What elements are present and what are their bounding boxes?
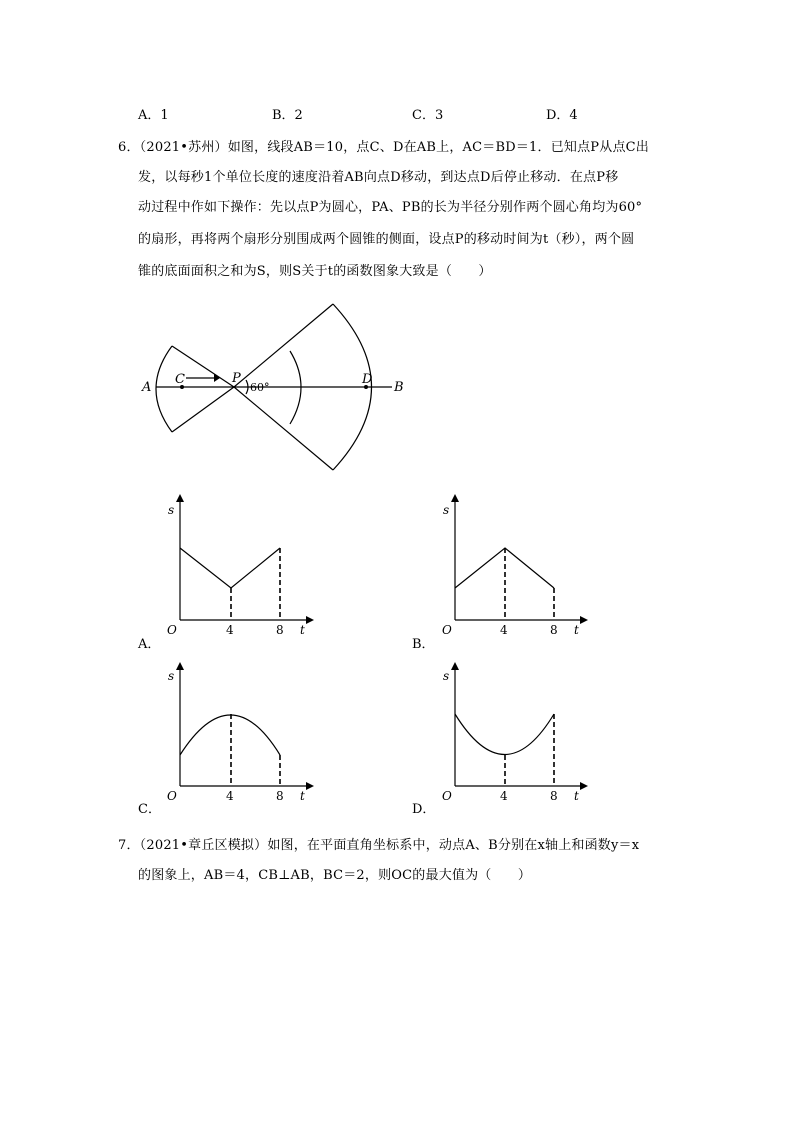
origin: O [442, 789, 452, 803]
label-b: B [394, 380, 404, 395]
graph-a-label: A． [138, 637, 161, 652]
option-b: B．2 [272, 108, 303, 123]
axis-t: t [574, 623, 579, 637]
graph-b-label: B． [412, 637, 435, 652]
tick-8: 8 [550, 623, 558, 637]
tick-4: 4 [226, 789, 234, 803]
curve [455, 714, 554, 755]
q6-line-2: 发，以每秒1个单位长度的速度沿着AB向点D移动，到达点D后停止移动．在点P移 [138, 170, 619, 185]
label-c: C [175, 372, 185, 387]
q6-line-1: 6．（2021•苏州）如图，线段AB＝10，点C、D在AB上，AC＝BD＝1．已知点P从点C出 [118, 140, 649, 155]
axis-s: s [443, 669, 450, 683]
q7-line-2: 的图象上，AB＝4，CB⊥AB，BC＝2，则OC的最大值为（ ） [138, 868, 532, 883]
x-arrow [580, 782, 588, 790]
origin: O [167, 789, 177, 803]
label-p: P [232, 371, 241, 386]
tick-4: 4 [226, 623, 234, 637]
axis-t: t [300, 623, 305, 637]
axis-t: t [574, 789, 579, 803]
axis-s: s [443, 503, 450, 517]
y-arrow [451, 662, 459, 670]
axis-s: s [168, 503, 175, 517]
q6-line-5: 锥的底面面积之和为S，则S关于t的函数图象大致是（ ） [138, 264, 492, 279]
option-c: C．3 [412, 108, 444, 123]
tick-8: 8 [276, 789, 284, 803]
axis-s: s [168, 669, 175, 683]
q6-line-4: 的扇形，再将两个扇形分别围成两个圆锥的侧面，设点P的移动时间为t（秒），两个圆 [138, 232, 635, 247]
tick-8: 8 [276, 623, 284, 637]
label-a: A [142, 380, 152, 395]
option-a: A．1 [138, 108, 169, 123]
tick-4: 4 [500, 623, 508, 637]
origin: O [442, 623, 452, 637]
label-angle: 60° [250, 381, 270, 394]
origin: O [167, 623, 177, 637]
graph-c-label: C． [138, 802, 161, 817]
axis-t: t [300, 789, 305, 803]
q7-line-1: 7．（2021•章丘区模拟）如图，在平面直角坐标系中，动点A、B分别在x轴上和函数y＝x [118, 838, 640, 853]
q6-line-3: 动过程中作如下操作：先以点P为圆心，PA、PB的长为半径分别作两个圆心角均为60° [138, 200, 643, 215]
label-d: D [362, 372, 373, 387]
option-d: D．4 [546, 108, 578, 123]
tick-4: 4 [500, 789, 508, 803]
graph-d-label: D． [412, 802, 436, 817]
tick-8: 8 [550, 789, 558, 803]
